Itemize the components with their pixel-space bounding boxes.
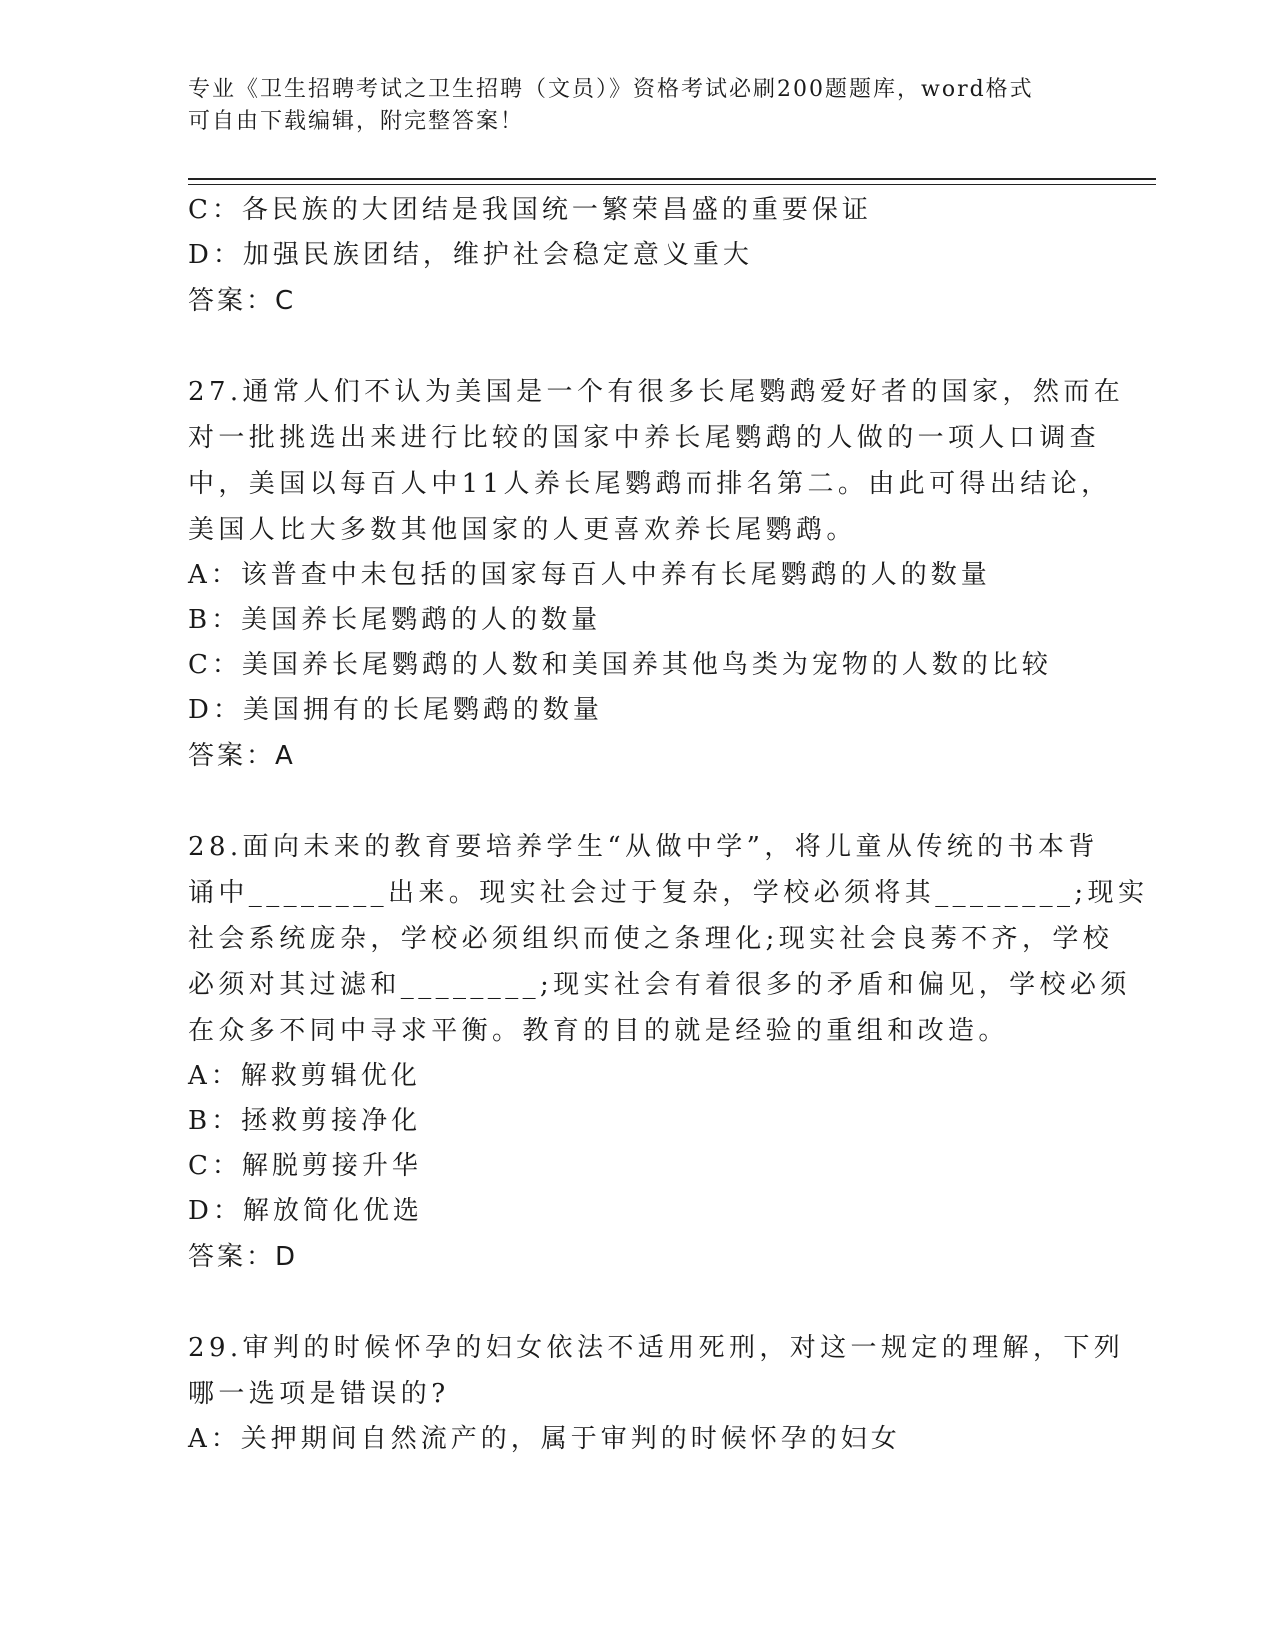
option-c: C：美国养长尾鹦鹉的人数和美国养其他鸟类为宠物的人数的比较 [188,650,1052,680]
answer-label: 答案：A [188,741,296,771]
option-d: D：解放简化优选 [188,1196,423,1226]
question-content [188,188,1149,1462]
header-line-2: 可自由下载编辑，附完整答案！ [188,109,525,134]
question-stem-line: 27.通常人们不认为美国是一个有很多长尾鹦鹉爱好者的国家，然而在 [188,377,1125,407]
question-stem-line: 29.审判的时候怀孕的妇女依法不适用死刑，对这一规定的理解，下列 [188,1333,1125,1363]
question-27 [188,369,1125,779]
question-stem-line: 必须对其过滤和________;现实社会有着很多的矛盾和偏见，学校必须 [188,970,1131,1000]
option-b: B：拯救剪接净化 [188,1106,422,1136]
option-d: D：加强民族团结，维护社会稳定意义重大 [188,240,753,270]
question-stem-line: 在众多不同中寻求平衡。教育的目的就是经验的重组和改造。 [188,1016,1009,1046]
question-stem-line: 中，美国以每百人中11人养长尾鹦鹉而排名第二。由此可得出结论， [188,469,1112,499]
option-d: D：美国拥有的长尾鹦鹉的数量 [188,695,603,725]
header-rule-thin [188,184,1156,185]
answer-label: 答案：D [188,1242,299,1272]
option-c: C：各民族的大团结是我国统一繁荣昌盛的重要保证 [188,195,872,225]
question-stem-line: 对一批挑选出来进行比较的国家中养长尾鹦鹉的人做的一项人口调查 [188,423,1101,453]
spacer [188,779,1083,824]
option-b: B：美国养长尾鹦鹉的人的数量 [188,605,602,635]
option-a: A：解救剪辑优化 [188,1061,421,1091]
question-26-tail [188,188,1083,324]
question-stem-line: 社会系统庞杂，学校必须组织而使之条理化;现实社会良莠不齐，学校 [188,924,1114,954]
option-a: A：该普查中未包括的国家每百人中养有长尾鹦鹉的人的数量 [188,560,991,590]
question-stem-line: 诵中________出来。现实社会过于复杂，学校必须将其________;现实 [188,878,1149,908]
question-stem-line: 28.面向未来的教育要培养学生“从做中学”，将儿童从传统的书本背 [188,832,1099,862]
header-line-1: 专业《卫生招聘考试之卫生招聘（文员）》资格考试必刷200题题库，word格式 [188,77,1034,102]
spacer [188,324,1083,369]
question-stem-line: 哪一选项是错误的? [188,1379,450,1409]
answer-label: 答案：C [188,286,297,316]
document-header [188,74,1068,138]
spacer [188,1280,1083,1325]
header-rule-thick [188,178,1156,180]
option-a: A：关押期间自然流产的，属于审判的时候怀孕的妇女 [188,1424,901,1454]
question-28 [188,824,1149,1280]
option-c: C：解脱剪接升华 [188,1151,422,1181]
question-stem-line: 美国人比大多数其他国家的人更喜欢养长尾鹦鹉。 [188,515,857,545]
question-29 [188,1325,1125,1462]
